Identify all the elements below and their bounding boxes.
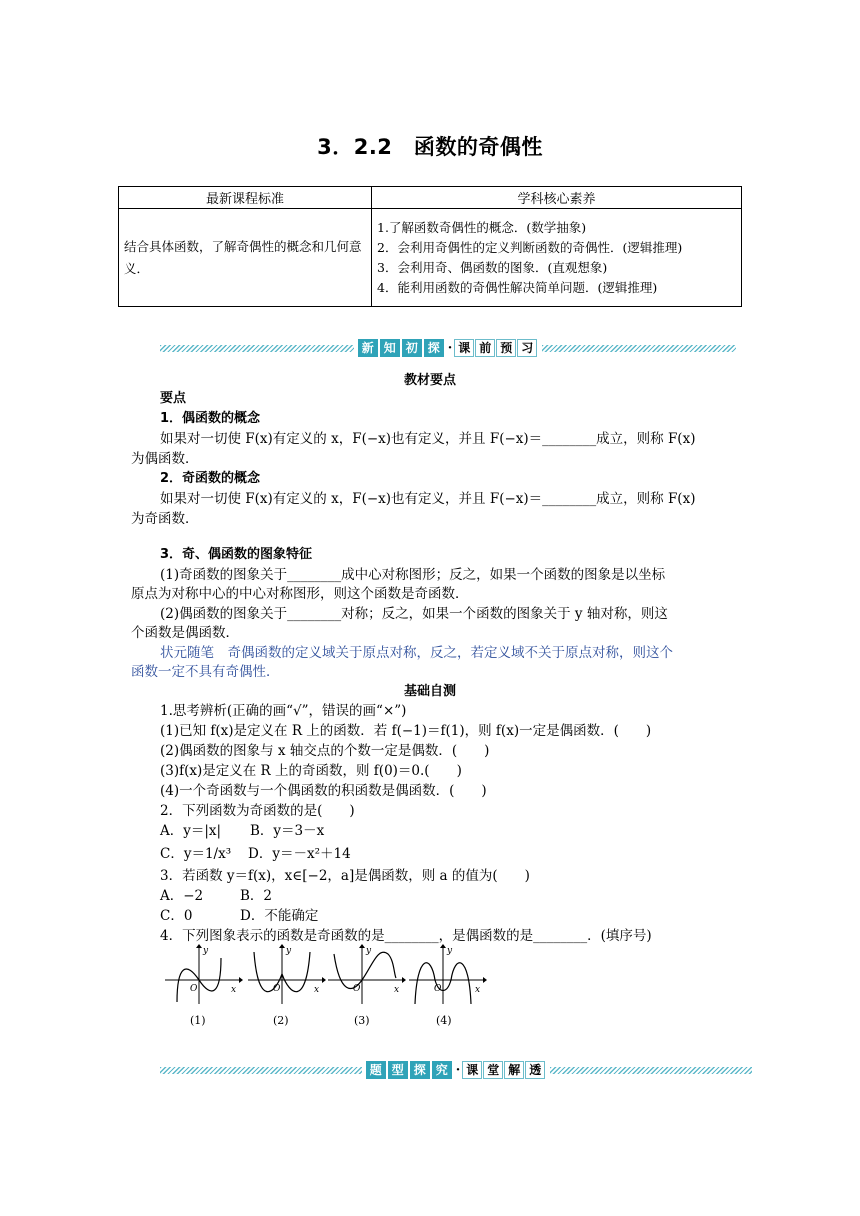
banner-char: 堂 xyxy=(483,1061,503,1079)
table-cell-standard: 结合具体函数，了解奇偶性的概念和几何意义． xyxy=(119,209,372,307)
banner-char: 透 xyxy=(525,1061,545,1079)
point-text: 为奇函数． xyxy=(131,511,199,527)
section-heading: 教材要点 xyxy=(403,373,456,388)
question-item: (2)偶函数的图象与 x 轴交点的个数一定是偶数．( ) xyxy=(160,743,490,759)
banner-tag-dark xyxy=(366,1061,454,1079)
option: C．0 xyxy=(160,908,193,924)
question: 4．下列图象表示的函数是奇函数的是________，是偶函数的是________．(填序号) xyxy=(160,928,652,944)
literacy-item: 3．会利用奇、偶函数的图象．(直观想象) xyxy=(377,259,608,275)
graph-caption: (4) xyxy=(436,1014,452,1027)
banner-char: 题 xyxy=(366,1061,386,1079)
banner-hatch xyxy=(542,345,736,352)
banner-dot: · xyxy=(455,1062,461,1078)
banner-hatch xyxy=(160,345,354,352)
banner-char: 习 xyxy=(517,339,537,357)
banner-hatch xyxy=(550,1067,752,1074)
point-text: 为偶函数． xyxy=(131,451,199,467)
origin-label: O xyxy=(190,984,198,994)
tip-note: 状元随笔 奇偶函数的定义域关于原点对称，反之，若定义域不关于原点对称，则这个 xyxy=(160,645,673,661)
banner-tag-light xyxy=(454,339,538,357)
banner-tag-light xyxy=(462,1061,546,1079)
page-title: 3．2.2 函数的奇偶性 xyxy=(317,135,543,159)
tip-note: 函数一定不具有奇偶性． xyxy=(131,664,280,680)
banner-char: 解 xyxy=(504,1061,524,1079)
banner-tag-dark xyxy=(358,339,446,357)
option: C．y＝1/x³ xyxy=(160,846,232,862)
graph-caption: (1) xyxy=(190,1014,206,1027)
graph-3 xyxy=(326,944,406,1006)
option: B．y＝3－x xyxy=(250,823,325,839)
question: 3．若函数 y＝f(x)，x∈[−2，a]是偶函数，则 a 的值为( ) xyxy=(160,868,530,884)
point-title: 2．奇函数的概念 xyxy=(160,471,261,486)
point-text: (2)偶函数的图象关于________对称；反之，如果一个函数的图象关于 y 轴对称，则这 xyxy=(160,606,668,622)
graph-1 xyxy=(163,944,243,1006)
standards-table xyxy=(118,186,742,307)
banner-char: 知 xyxy=(380,339,400,357)
axis-x-label: x xyxy=(475,985,481,995)
banner-char: 新 xyxy=(358,339,378,357)
option: A．y＝|x| xyxy=(160,823,222,839)
banner-char: 前 xyxy=(475,339,495,357)
banner-char: 课 xyxy=(454,339,474,357)
axis-y-label: y xyxy=(203,946,209,956)
banner-char: 探 xyxy=(410,1061,430,1079)
option: A．−2 xyxy=(160,888,204,904)
question-item: (1)已知 f(x)是定义在 R 上的函数．若 f(−1)＝f(1)，则 f(x)一定是偶函数．( ) xyxy=(160,723,652,739)
axis-y-label: y xyxy=(286,946,292,956)
option: D．不能确定 xyxy=(240,908,319,924)
point-title: 1．偶函数的概念 xyxy=(160,411,261,426)
point-text: 如果对一切使 F(x)有定义的 x，F(−x)也有定义，并且 F(−x)＝________成立，则称 F(x) xyxy=(160,491,696,507)
subheading: 要点 xyxy=(160,391,187,406)
banner-dot: · xyxy=(447,340,453,356)
table-header-standard: 最新课程标准 xyxy=(119,187,372,209)
point-text: (1)奇函数的图象关于________成中心对称图形；反之，如果一个函数的图象是以坐标 xyxy=(160,567,666,583)
section-banner-preview xyxy=(160,339,736,357)
point-text: 个函数是偶函数． xyxy=(131,625,239,641)
graph-2 xyxy=(246,944,326,1006)
banner-hatch xyxy=(160,1067,362,1074)
axis-y-label: y xyxy=(366,946,372,956)
banner-char: 究 xyxy=(432,1061,452,1079)
graph-caption: (3) xyxy=(354,1014,370,1027)
origin-label: O xyxy=(273,984,281,994)
origin-label: O xyxy=(353,984,361,994)
option: B．2 xyxy=(240,888,273,904)
section-banner-classroom xyxy=(160,1061,752,1079)
point-text: 如果对一切使 F(x)有定义的 x，F(−x)也有定义，并且 F(−x)＝________成立，则称 F(x) xyxy=(160,431,696,447)
literacy-item: 4．能利用函数的奇偶性解决简单问题．(逻辑推理) xyxy=(377,279,658,295)
banner-char: 预 xyxy=(496,339,516,357)
option: D．y＝－x²＋14 xyxy=(248,846,351,862)
banner-char: 课 xyxy=(462,1061,482,1079)
section-heading: 基础自测 xyxy=(403,684,456,699)
graph-4 xyxy=(407,944,487,1006)
axis-x-label: x xyxy=(394,985,400,995)
graph-caption: (2) xyxy=(273,1014,289,1027)
banner-char: 型 xyxy=(388,1061,408,1079)
literacy-item: 2．会利用奇偶性的定义判断函数的奇偶性．(逻辑推理) xyxy=(377,239,683,255)
banner-char: 探 xyxy=(424,339,444,357)
question-item: (4)一个奇函数与一个偶函数的积函数是偶函数．( ) xyxy=(160,783,487,799)
question: 2．下列函数为奇函数的是( ) xyxy=(160,803,355,819)
point-title: 3．奇、偶函数的图象特征 xyxy=(160,547,313,562)
axis-x-label: x xyxy=(314,985,320,995)
axis-x-label: x xyxy=(231,985,237,995)
question-item: (3)f(x)是定义在 R 上的奇函数，则 f(0)＝0.( ) xyxy=(160,763,462,779)
origin-label: O xyxy=(434,984,442,994)
question: 1.思考辨析(正确的画“√”，错误的画“×”) xyxy=(160,703,407,719)
banner-char: 初 xyxy=(402,339,422,357)
table-header-literacy: 学科核心素养 xyxy=(372,187,742,209)
axis-y-label: y xyxy=(447,946,453,956)
literacy-item: 1.了解函数奇偶性的概念．(数学抽象) xyxy=(377,219,587,235)
table-cell-literacy xyxy=(372,209,742,307)
point-text: 原点为对称中心的中心对称图形，则这个函数是奇函数． xyxy=(131,586,469,602)
